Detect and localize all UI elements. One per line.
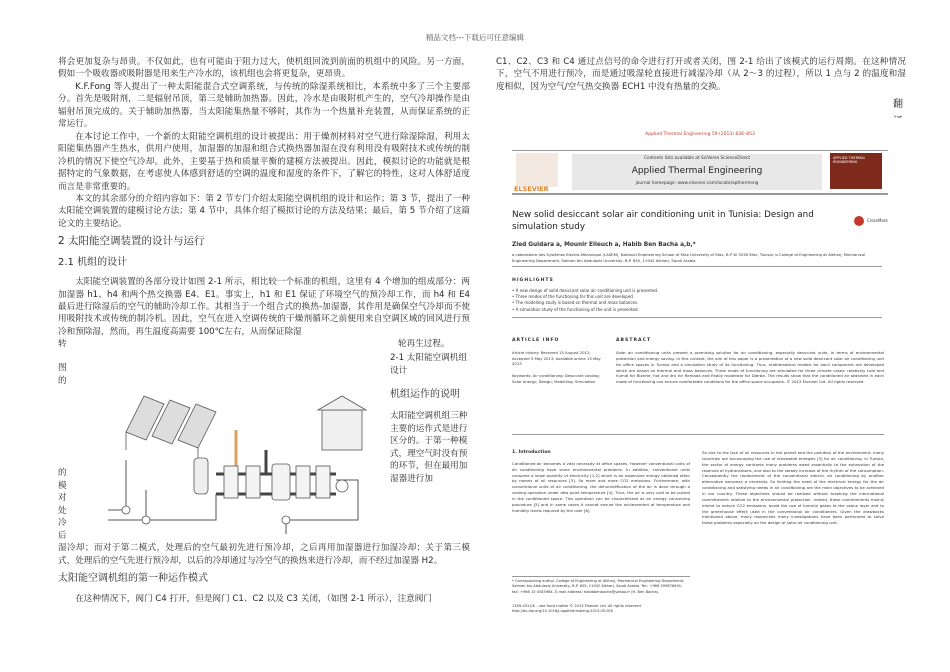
char: 模 [58,480,67,491]
contents-box [572,154,822,190]
label-char: 翻 [893,99,903,110]
paragraph-5: 太阳能空调装置的各部分设计如图 2-1 所示，相比较一个标准的机组，这里有 4 个增加的组成部分：两加湿器 h1、h4 和两个热交换器 E4、E1。事实上，h1 和 E1 保证了环境空气的预冷却工作，而 h4 和 E4 最后进行除湿后的空气的辅助冷却工作。其相当于一个组合式的换热-加湿器，其作用是确保空气冷却而不使用吸附技术或传统的制冷机。因此，空气在进入空调传统的干燥剂循环之前便用来自空调区域的回风进行预冷和预除湿，然而，再生温度高需要 100℃左右，从而保证除湿 [58,277,470,337]
paper-affiliations: a Laboratoire des Systèmes Electro-Mécanique (LASEM), National Engineering School of Sfax University of Sfax, B.P W 3038 Sfax, Tunisia; b College of Engineering at Alkharj, Mechanical Engineering Department, Salman bin Abdulaziz University, B.P. 655, 11942 Alkharj, Saudi Arabia [512,252,882,267]
figure-side-paragraph: 太阳能空调机组三种主要的运作式是进行区分的。于第一种模式，理空气时没有预的环节，但在最用加湿器进行加 [390,411,468,484]
highlight-item: • A new design of solid desiccant solar air conditioning unit is presented. [512,288,659,293]
highlights-list [512,288,882,318]
doi-line: 1359-4311/$ – see front matter © 2013 Elsevier Ltd. All rights reserved. http://dx.doi.org/10.1016/j.applthermaleng.2013.05.005 [512,604,642,614]
highlight-item: • Three modes of the functioning for this unit are developed. [512,294,635,300]
crossmark-label: CrossMark [867,218,888,223]
solar-ac-unit-diagram [86,370,378,542]
paragraph-2: K.F.Fong 等人提出了一种太阳能混合式空调系统，与传统的除湿系统相比，本系统中多了三个主要部分。首先是吸附剂，二是辐射吊顶，第三是辅助加热器。因此，冷水是由吸附机产生的，空气冷却操作是由辐射吊顶完成的。关于辅助加热器，当太阳能集热量不够时，其作为一个热量补充装置，从而保证系统的正常运行。 [58,81,470,130]
humidifier-h4 [316,466,330,498]
intro-column-2: So due to the lack of oil resources in the planet and the pollution of the environment, many countries are encouraging the use of renewable energies [3] for air conditioning. In Tunisia, the sector of energy confronts many problems owed essentially to the exhaustion of the reserves of hydrocarbons, and also to the steady increase of the rhythm of the consumption. Consequently the replacement of the conventional electric air conditioning by another alternative becomes a necessity. So limiting the need of the electrical energy for the air conditioning and satisfying needs in air conditioning are the main objectives to be achieved in our country. These objectives should be realized without breaking the international commitments relative to the environmental protection. Indeed, these commitments mainly intend to reduce CO2 emissions, avoid the use of harmful gases to the ozone layer and to the greenhouse effect used in the conventional air conditioners. Given the drawbacks mentioned above, many researches many investigations have been performed to solve these problems especially on the design of solar air conditioning unit. [702,450,884,526]
paper-authors: Zied Guidara a, Mounir Elleuch a, Habib Ben Bacha a,b,* [512,242,696,248]
paragraph-6: 湿冷却；而对于第二模式，处理后的空气最初先进行预冷却，之后再用加湿器进行加湿冷却；关于第三模式，处理后的空气先进行预冷却，以后的冷却通过与冷空气的换热来进行冷却，而不经过加湿器 H2。 [58,543,470,566]
elsevier-tree-logo [516,153,558,187]
paragraph-3: 在本讨论工作中，一个新的太阳能空调机组的设计被提出：用于燥剂材料对空气进行除湿除湿，利用太阳能集热器产生热水，供用户使用，加湿器的加湿和组合式换热器加湿在没有利用没有吸附技术或传统的制冷机的情况下使空气冷却。此外，主要基于热和质量平衡的建模方法被提出。因此，模拟讨论的功能就是根据特定的气象数据，在考虑使人体感到舒适的空调的温度和湿度的条件下，了解它的特性，这对人体舒适度而言是非常重要的。 [58,131,470,192]
intro-text-1: Conditioned air becomes a vital necessity at office spaces. However conventional units of air conditioning have some environmental problems. In addition, conventional units consume a large quantity of electricity [1,2] which is an expensive energy obtained often by means of oil resources [3]. So more and more CO2 emissions. Furthermore, with conventional units of air conditioning, the dehumidification of the air is done through a cooling operation under dew point temperature [4]. Thus, the air is very cold to be pulsed in the conditioned space. This operation can be characterized as an energy consuming procedure [5] and in some cases it cannot ensure the achievement of temperature and humidity levels required by the user [6]. [512,460,690,513]
conditioned-building [318,396,366,450]
subsection-heading: 机组运作的说明 [390,389,460,401]
heat-exchanger-e4 [296,466,310,498]
pumps [122,506,290,524]
fan-icon [336,480,348,492]
intro-heading: 1. Introduction [512,450,551,455]
char: 的 [58,468,67,479]
right-paragraph: C1、C2、C3 和 C4 通过点信号的命令进行打开或者关闭，图 2-1 给出了该模式的运行周期。在这种情况下，空气不用进行预冷，而是通过吸湿轮直接进行减湿冷却（从 2～3 的过程），所以 1 点与 2 的温度和湿度相似，因为空气/空气热交换器 ECH1 中没有热量的交换。 [496,57,906,92]
article-history: Article history: Received 15 August 2012; Accepted 5 May 2013; Available online 15 May 2013 [512,350,601,367]
figure-area [58,352,470,542]
paragraph-5-end [58,338,470,352]
figure-left-chars [58,362,76,542]
original-paper-image [496,118,904,618]
cover-title: APPLIED THERMAL ENGINEERING [833,156,866,164]
figure-right-text [390,352,470,485]
journal-title: Applied Thermal Engineering [631,166,763,176]
paragraph-1: 将会更加复杂与昂贵。不仅如此，也有可能由于阻力过大，使机组回流到前面的机组中的风险。另一方面，假如一个吸收器或吸附器是用来生产冷水的，该机组也会将更复杂，更昂贵。 [58,57,470,80]
divider [512,434,884,435]
text-fragment: 轮再生过程。 [398,339,450,350]
highlight-item: • The modelling study is based on thermal and mass balances. [512,300,639,306]
highlight-item: • A simulation study of the functioning of the unit is presented. [512,306,639,312]
humidifier-h1 [246,466,260,498]
left-column [58,56,470,605]
char: 冷 [58,518,67,529]
mode-1-heading: 太阳能空调机组的第一种运作模式 [58,573,208,585]
article-info-heading: ARTICLE INFO [512,338,560,343]
journal-banner [512,150,888,195]
paragraph-4: 本文的其余部分的介绍内容如下：第 2 节专门介绍太阳能空调机组的设计和运作；第 3 节，提出了一种太阳能空调装置的建模讨论方法；第 4 节中，具体介绍了模拟讨论的方法及结果；最后，第 5 节介绍了这篇论文的主要结论。 [58,193,470,229]
crossmark-icon [854,216,864,226]
abstract-text: Solar air conditioning units present a promising solution for air conditioning, especially desiccant units, in terms of environmental protection and energy saving. In this context, the aim of this paper is a presentation of a new solid desiccant solar air conditioning unit for office spaces in Tunisia and a simulation study of its functioning. Thus, mathematical models for each component are developed which are based on thermal and mass balances. Three mode of functioning are simulated for three climate cases: relatively cold and humid for Bizerte, hot and dry for Remada and finally moderate for Djerba. The results show that the conditioned air obtained in each mode of functioning can ensure comfortable conditions for the office space occupants. © 2013 Elsevier Ltd. All rights reserved. [616,350,884,385]
journal-homepage: journal homepage: www.elsevier.com/locate/apthermeng [635,181,759,186]
figure-caption: 2-1 太阳能空调机组设计 [390,353,467,376]
journal-cover [830,153,882,189]
section-heading-2-1: 2.1 机组的设计 [58,256,128,268]
paragraph-7: 在这种情况下，阀门 C4 打开，但是阀门 C1、C2 以及 C3 关闭，（如图 2-1 所示），注意阀门 [75,593,432,604]
contents-line: Contents lists available at SciVerse ScienceDirect [643,156,751,161]
char: 的 [58,375,67,386]
char: 对 [58,493,67,504]
char: 图 [58,363,67,374]
journal-citation: Applied Thermal Engineering 59 (2013) 836–853 [645,132,755,137]
paper-title: New solid desiccant solar air conditioning unit in Tunisia: Design and simulation study [512,210,814,232]
storage-tank [194,458,208,494]
desiccant-wheel [272,464,290,500]
intro-column-1 [512,450,690,514]
heat-exchanger-e1 [224,466,238,498]
publisher-name: ELSEVIER [514,185,549,193]
corresponding-author-footnote: * Corresponding author. College of Engineering at Alkharj, Mechanical Engineering Department, Salman bin Abdulaziz University, B.P. 655, 11942 Alkharj, Saudi Arabia. Tel.: +966 599876491; fax: +966 15 4545984. E-mail address: habibbenbacha@yahoo.fr (H. Ben Bacha). [512,576,690,595]
char: 处 [58,505,67,516]
highlights-heading: HIGHLIGHTS [512,278,554,283]
char: 后 [58,530,67,541]
section-heading-2: 2 太阳能空调装置的设计与运行 [58,235,205,248]
article-info [512,350,608,384]
abstract-heading: ABSTRACT [616,338,652,343]
text-fragment: 转 [58,339,67,350]
solar-collector-panels [126,396,216,460]
keywords: Keywords: Air conditioning; Desiccant cooling; Solar energy; Design; Modelling; Simulation [512,373,600,384]
watermark: 精品文档---下载后可任意编辑 [425,33,525,42]
